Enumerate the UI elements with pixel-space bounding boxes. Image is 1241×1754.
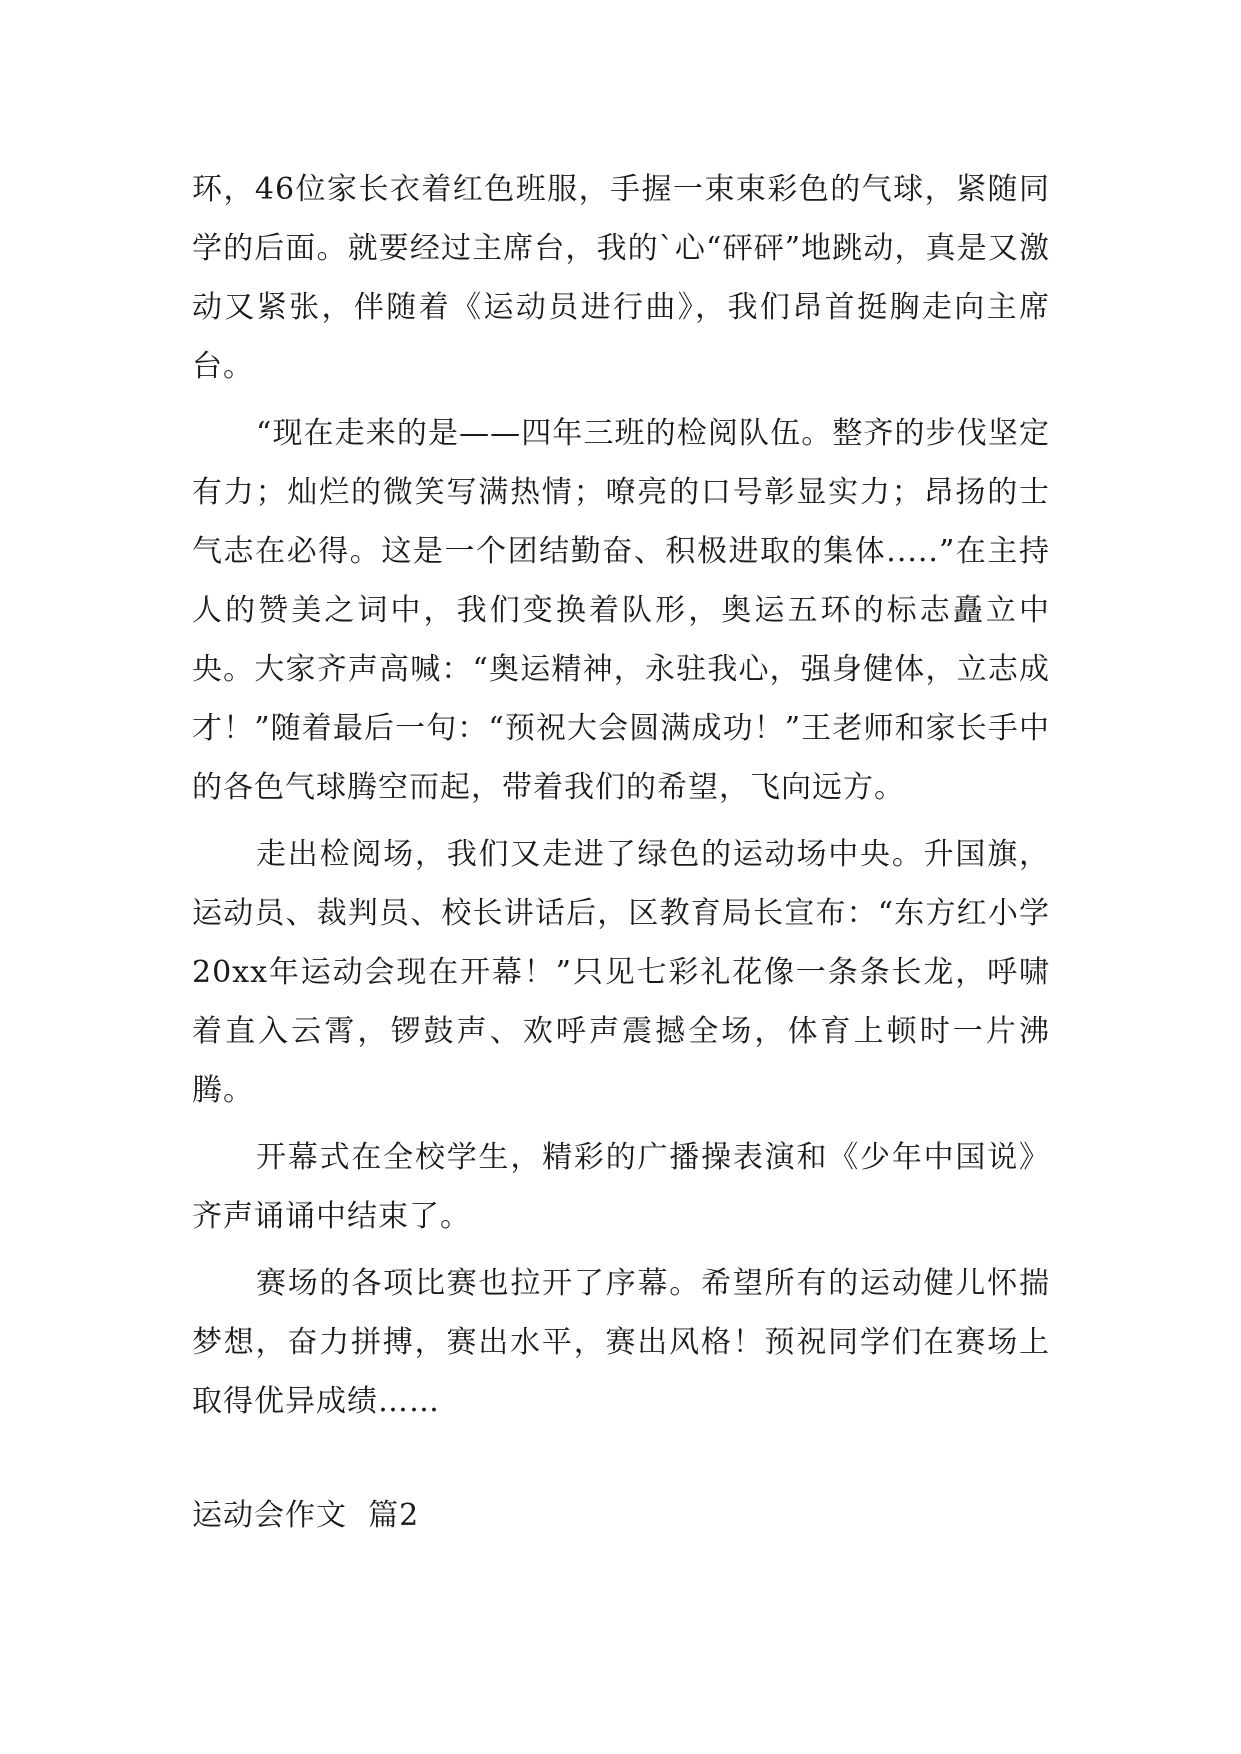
paragraph-5: 赛场的各项比赛也拉开了序幕。希望所有的运动健儿怀揣梦想，奋力拼搏，赛出水平，赛出风格！预祝同学们在赛场上取得优异成绩…… xyxy=(192,1266,1050,1419)
paragraph-3: 走出检阅场，我们又走进了绿色的运动场中央。升国旗，运动员、裁判员、校长讲话后，区教育局长宣布：“东方红小学20xx年运动会现在开幕！”只见七彩礼花像一条条长龙，呼啸着直入云霄，锣鼓声、欢呼声震撼全场，体育上顿时一片沸腾。 xyxy=(192,837,1050,1108)
section-heading: 运动会作文 篇2 xyxy=(192,1498,420,1533)
paragraph-1: 环，46位家长衣着红色班服，手握一束束彩色的气球，紧随同学的后面。就要经过主席台，我的`心“砰砰”地跳动，真是又激动又紧张，伴随着《运动员进行曲》，我们昂首挺胸走向主席台。 xyxy=(192,172,1050,384)
paragraph-2: “现在走来的是——四年三班的检阅队伍。整齐的步伐坚定有力；灿烂的微笑写满热情；嘹亮的口号彰显实力；昂扬的士气志在必得。这是一个团结勤奋、积极进取的集体.....”在主持人的赞美之词中，我们变换着队形，奥运五环的标志矗立中央。大家齐声高喊：“奥运精神，永驻我心，强身健体，立志成才！”随着最后一句：“预祝大会圆满成功！”王老师和家长手中的各色气球腾空而起，带着我们的希望，飞向远方。 xyxy=(192,416,1050,805)
paragraph-4: 开幕式在全校学生，精彩的广播操表演和《少年中国说》齐声诵诵中结束了。 xyxy=(192,1140,1050,1234)
document-body xyxy=(192,160,1050,1431)
